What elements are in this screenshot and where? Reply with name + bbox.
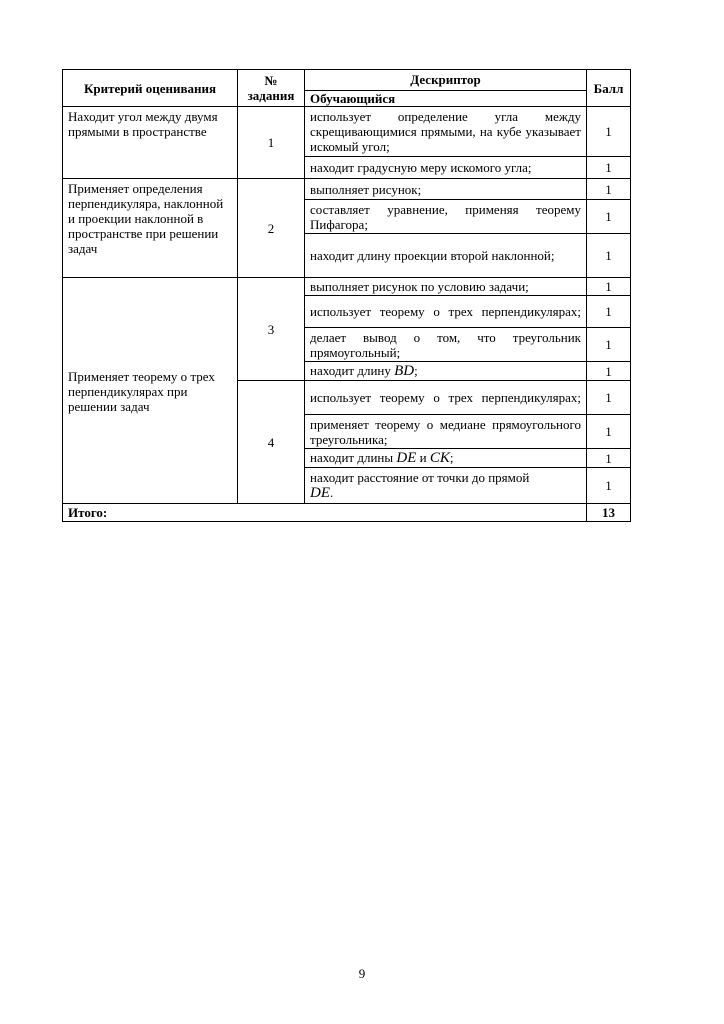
math-variable: DE	[310, 485, 330, 501]
header-score: Балл	[587, 70, 631, 107]
descriptor-text: находит длины	[310, 450, 394, 465]
descriptor-punct: ;	[449, 450, 454, 465]
score-cell: 1	[587, 328, 631, 362]
header-student: Обучающийся	[305, 90, 587, 106]
criterion-cell: Находит угол между двумя прямыми в пространстве	[63, 107, 238, 179]
descriptor-text: находит длину	[310, 363, 391, 378]
score-cell: 1	[587, 362, 631, 381]
score-cell: 1	[587, 468, 631, 504]
criterion-cell: Применяет теорему о трех перпендикулярах при решении задач	[63, 278, 238, 504]
descriptor-cell: находит длину проекции второй наклонной;	[305, 234, 587, 278]
page-number: 9	[358, 966, 366, 981]
descriptor-cell: составляет уравнение, применяя теорему Пифагора;	[305, 200, 587, 234]
score-cell: 1	[587, 278, 631, 296]
header-task-number-symbol: №	[264, 73, 278, 88]
score-cell: 1	[587, 449, 631, 468]
math-variable: DE	[396, 450, 417, 466]
header-task-number-word: задания	[247, 88, 295, 103]
descriptor-conj: и	[419, 450, 427, 465]
descriptor-punct: ;	[414, 363, 418, 378]
criterion-cell: Применяет определения перпендикуляра, наклонной и проекции наклонной в пространстве при решении задач	[63, 179, 238, 278]
descriptor-cell	[305, 449, 587, 468]
descriptor-cell	[305, 362, 587, 381]
descriptor-cell: использует теорему о трех перпендикулярах;	[305, 381, 587, 415]
descriptor-cell: делает вывод о том, что треугольник прямоугольный;	[305, 328, 587, 362]
descriptor-cell: применяет теорему о медиане прямоугольного треугольника;	[305, 415, 587, 449]
descriptor-punct: .	[330, 485, 334, 500]
descriptor-text: находит расстояние от точки до прямой	[310, 470, 530, 485]
score-cell: 1	[587, 296, 631, 328]
score-cell: 1	[587, 415, 631, 449]
descriptor-cell: выполняет рисунок;	[305, 179, 587, 200]
descriptor-cell: выполняет рисунок по условию задачи;	[305, 278, 587, 296]
descriptor-cell	[305, 468, 587, 504]
score-cell: 1	[587, 234, 631, 278]
total-score: 13	[587, 504, 631, 522]
task-number: 3	[238, 278, 305, 381]
score-cell: 1	[587, 200, 631, 234]
descriptor-cell: использует теорему о трех перпендикулярах;	[305, 296, 587, 328]
header-criterion: Критерий оценивания	[63, 70, 238, 107]
task-number: 1	[238, 107, 305, 179]
descriptor-cell: использует определение угла между скрещивающимися прямыми, на кубе указывает искомый угол;	[305, 107, 587, 157]
score-cell: 1	[587, 157, 631, 179]
score-cell: 1	[587, 381, 631, 415]
header-descriptor: Дескриптор	[305, 70, 587, 91]
score-cell: 1	[587, 107, 631, 157]
header-task-number	[238, 70, 305, 107]
math-variable: BD	[394, 363, 415, 379]
task-number: 4	[238, 381, 305, 504]
assessment-table	[62, 69, 631, 522]
math-variable: CK	[429, 450, 450, 466]
total-label: Итого:	[63, 504, 587, 522]
score-cell: 1	[587, 179, 631, 200]
task-number: 2	[238, 179, 305, 278]
descriptor-cell: находит градусную меру искомого угла;	[305, 157, 587, 179]
